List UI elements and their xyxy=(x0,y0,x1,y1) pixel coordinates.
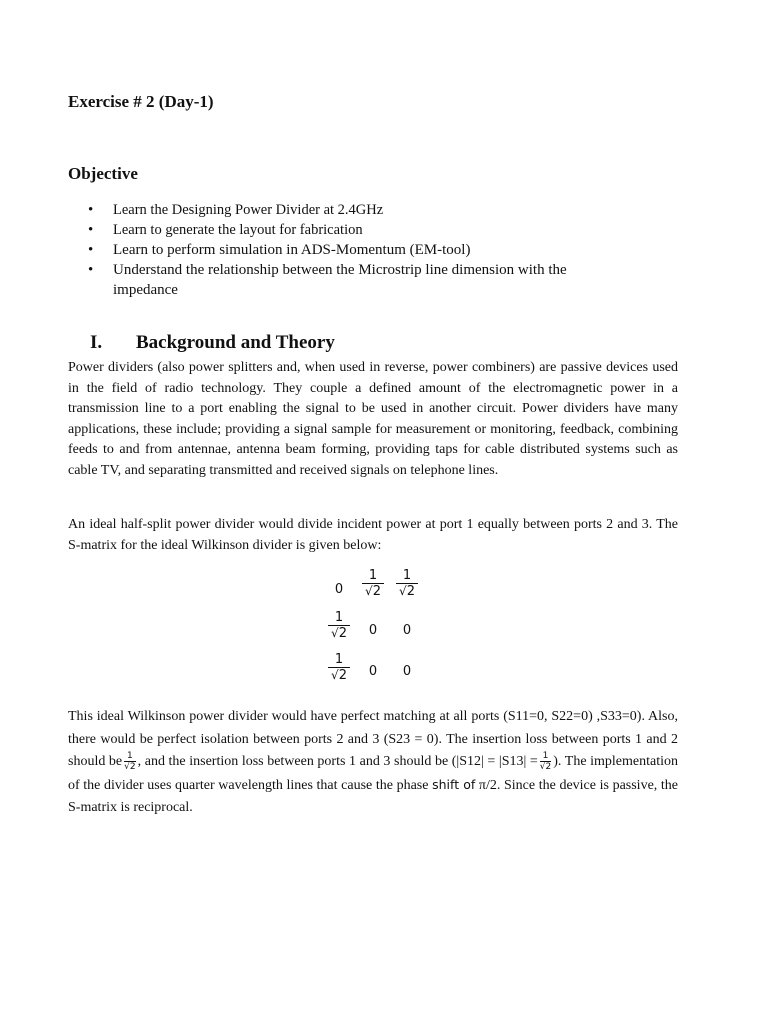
paragraph-ideal-divider: An ideal half-split power divider would divide incident power at port 1 equally between ports 2 and 3. The S-matrix for the ideal Wilkinson divider is given below: xyxy=(68,517,678,553)
objective-item: • Learn the Designing Power Divider at 2.4GHz xyxy=(68,200,628,220)
exercise-title: Exercise # 2 (Day-1) xyxy=(68,92,214,111)
matrix-cell-33: 0 xyxy=(402,664,412,679)
s-matrix xyxy=(320,565,440,695)
objective-item: • Learn to perform simulation in ADS-Momentum (EM-tool) xyxy=(68,240,628,260)
matrix-cell-23: 0 xyxy=(402,623,412,638)
paragraph-text: This ideal Wilkinson power divider would have perfect matching at all ports (S11=0, S22=0) ,S33=0). Also, there would be perfect isolation between ports 2 and 3 (S23 = 0). The insertion loss between ports 1 and 2 should be xyxy=(68,709,678,769)
matrix-cell-21: $\frac{1}{√2}$ xyxy=(322,611,356,641)
matrix-cell-32: 0 xyxy=(368,664,378,679)
section-heading xyxy=(90,332,335,354)
paragraph-text: π/2. Since the device is passive, the S-matrix is reciprocal. xyxy=(68,777,679,815)
objective-list xyxy=(68,200,628,300)
inline-fraction: $\frac{1}{√2}$ xyxy=(124,750,136,772)
objective-item: • Learn to generate the layout for fabrication xyxy=(68,220,628,240)
paragraph-text: ). The implementation of the divider uses quarter wavelength lines that cause the phase xyxy=(68,754,678,793)
matrix-cell-13: $\frac{1}{√2}$ xyxy=(390,569,424,599)
paragraph-text: shift of xyxy=(432,776,476,792)
matrix-cell-12: $\frac{1}{√2}$ xyxy=(356,569,390,599)
paragraph-wilkinson xyxy=(68,706,678,820)
paragraph-power-dividers: Power dividers (also power splitters and, when used in reverse, power combiners) are passive devices used in the field of radio technology. They couple a defined amount of the electromagnetic power in a transmission line to a port enabling the signal to be used in another circuit. Power dividers have many applications, these include; providing a signal sample for measurement or monitoring, feedback, combining feeds to and from antennae, antenna beam forming, providing taps for cable distributed systems such as cable TV, and separating transmitted and received signals on telephone lines. xyxy=(68,360,678,478)
section-number: I. xyxy=(90,332,103,353)
objective-item: • Understand the relationship between the Microstrip line dimension with the impedance xyxy=(68,260,628,300)
section-title: Background and Theory xyxy=(136,332,335,353)
inline-fraction: $\frac{1}{√2}$ xyxy=(539,750,552,772)
matrix-cell-31: $\frac{1}{√2}$ xyxy=(322,653,356,683)
paragraph-text: , and the insertion loss between ports 1 and 3 should be (|S12| = |S13| = xyxy=(137,754,538,769)
matrix-cell-11: 0 xyxy=(334,582,344,597)
objective-heading: Objective xyxy=(68,164,138,183)
matrix-cell-22: 0 xyxy=(368,623,378,638)
